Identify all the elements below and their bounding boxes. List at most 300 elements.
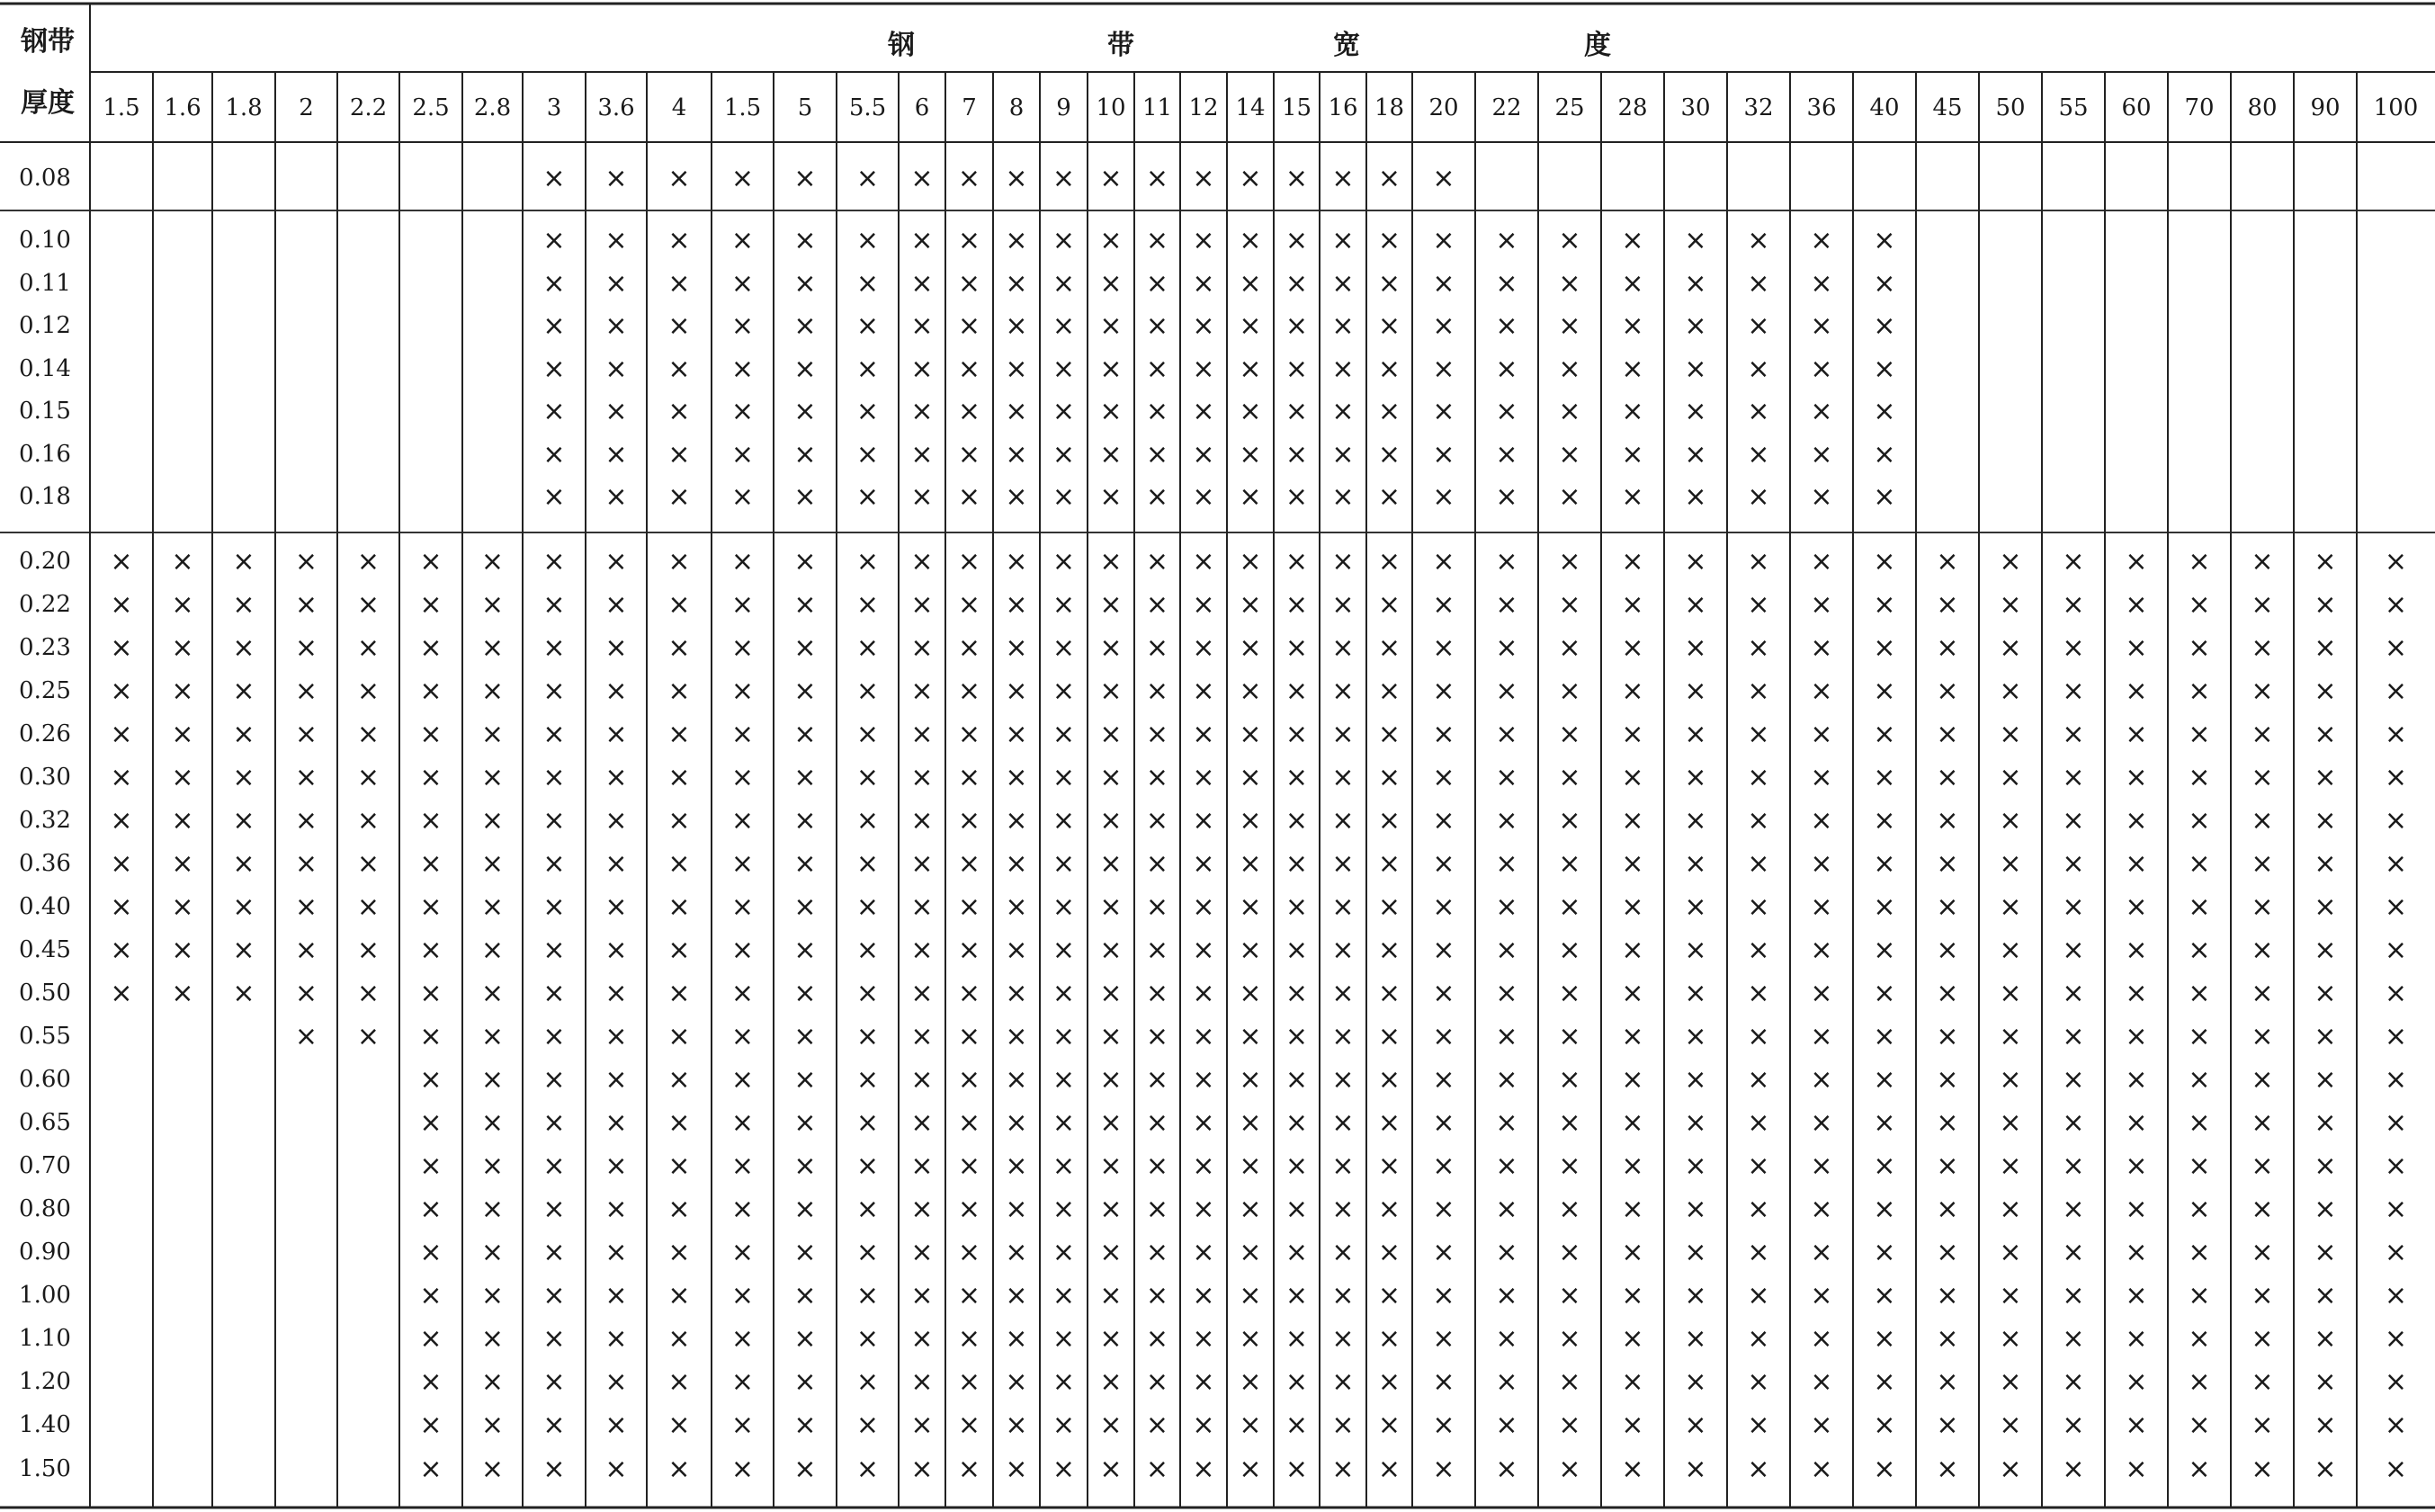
available-mark: ×	[730, 762, 755, 793]
available-mark: ×	[110, 805, 133, 837]
available-mark: ×	[1145, 935, 1169, 966]
available-mark: ×	[1192, 978, 1215, 1009]
available-mark: ×	[1005, 310, 1028, 342]
available-mark: ×	[1936, 632, 1959, 664]
available-mark: ×	[2251, 1237, 2274, 1268]
available-mark: ×	[910, 1150, 934, 1182]
available-mark: ×	[604, 1194, 628, 1225]
available-mark: ×	[1558, 1323, 1581, 1355]
available-mark: ×	[1432, 891, 1455, 923]
available-mark: ×	[1052, 163, 1076, 194]
available-mark: ×	[793, 589, 817, 621]
available-mark: ×	[667, 719, 691, 750]
available-mark: ×	[667, 163, 691, 194]
available-mark: ×	[1192, 1064, 1215, 1096]
available-mark: ×	[2188, 848, 2211, 880]
available-mark: ×	[1936, 1021, 1959, 1052]
available-mark: ×	[1145, 1107, 1169, 1139]
available-mark: ×	[1285, 1366, 1309, 1398]
available-mark: ×	[667, 675, 691, 707]
available-mark: ×	[1052, 353, 1076, 385]
available-mark: ×	[1495, 225, 1518, 256]
available-mark: ×	[855, 1237, 880, 1268]
available-mark: ×	[1331, 632, 1355, 664]
available-mark: ×	[1873, 1021, 1896, 1052]
available-mark: ×	[1558, 1194, 1581, 1225]
available-mark: ×	[2188, 1409, 2211, 1441]
available-mark: ×	[604, 1237, 628, 1268]
available-mark: ×	[542, 163, 566, 194]
available-mark: ×	[2251, 1064, 2274, 1096]
thickness-cell: 0.11	[19, 270, 71, 297]
available-mark: ×	[419, 675, 443, 707]
available-mark: ×	[1285, 935, 1309, 966]
available-mark: ×	[1810, 1454, 1833, 1485]
available-mark: ×	[2314, 978, 2337, 1009]
available-mark: ×	[1621, 675, 1644, 707]
width-header-cell: 25	[1554, 94, 1585, 121]
available-mark: ×	[1621, 1194, 1644, 1225]
available-mark: ×	[604, 1409, 628, 1441]
available-mark: ×	[2384, 1021, 2408, 1052]
available-mark: ×	[1495, 719, 1518, 750]
available-mark: ×	[480, 546, 505, 577]
available-mark: ×	[2314, 1107, 2337, 1139]
available-mark: ×	[1999, 1280, 2022, 1311]
available-mark: ×	[604, 546, 628, 577]
available-mark: ×	[730, 805, 755, 837]
available-mark: ×	[1052, 439, 1076, 470]
available-mark: ×	[1999, 1454, 2022, 1485]
available-mark: ×	[294, 762, 318, 793]
available-mark: ×	[1005, 1409, 1028, 1441]
available-mark: ×	[356, 675, 380, 707]
available-mark: ×	[1239, 481, 1262, 513]
available-mark: ×	[1621, 481, 1644, 513]
width-header-cell: 28	[1617, 94, 1648, 121]
available-mark: ×	[604, 1107, 628, 1139]
available-mark: ×	[793, 396, 817, 427]
available-mark: ×	[1747, 225, 1770, 256]
available-mark: ×	[1145, 1280, 1169, 1311]
available-mark: ×	[480, 632, 505, 664]
available-mark: ×	[667, 439, 691, 470]
available-mark: ×	[667, 353, 691, 385]
available-mark: ×	[419, 805, 443, 837]
available-mark: ×	[1192, 1366, 1215, 1398]
available-mark: ×	[957, 1280, 981, 1311]
available-mark: ×	[910, 762, 934, 793]
available-mark: ×	[232, 891, 255, 923]
available-mark: ×	[793, 1064, 817, 1096]
available-mark: ×	[730, 1064, 755, 1096]
width-header-cell: 11	[1141, 94, 1173, 121]
available-mark: ×	[1936, 1150, 1959, 1182]
available-mark: ×	[1285, 310, 1309, 342]
available-mark: ×	[1684, 1280, 1707, 1311]
table-row	[19, 396, 1896, 427]
available-mark: ×	[1999, 1323, 2022, 1355]
available-mark: ×	[1377, 268, 1401, 300]
available-mark: ×	[419, 1366, 443, 1398]
available-mark: ×	[1810, 353, 1833, 385]
available-mark: ×	[793, 1107, 817, 1139]
available-mark: ×	[2188, 1194, 2211, 1225]
available-mark: ×	[2125, 1107, 2148, 1139]
available-mark: ×	[1005, 632, 1028, 664]
available-mark: ×	[1936, 935, 1959, 966]
available-mark: ×	[2314, 848, 2337, 880]
available-mark: ×	[1495, 1454, 1518, 1485]
available-mark: ×	[1936, 891, 1959, 923]
available-mark: ×	[1747, 632, 1770, 664]
available-mark: ×	[1684, 1107, 1707, 1139]
available-mark: ×	[2062, 1409, 2085, 1441]
available-mark: ×	[1331, 848, 1355, 880]
available-mark: ×	[1145, 353, 1169, 385]
available-mark: ×	[1099, 310, 1123, 342]
available-mark: ×	[1285, 1323, 1309, 1355]
available-mark: ×	[1145, 1323, 1169, 1355]
available-mark: ×	[730, 353, 755, 385]
available-mark: ×	[419, 1280, 443, 1311]
available-mark: ×	[1099, 1409, 1123, 1441]
available-mark: ×	[110, 848, 133, 880]
available-mark: ×	[1145, 310, 1169, 342]
available-mark: ×	[1192, 675, 1215, 707]
available-mark: ×	[1331, 225, 1355, 256]
available-mark: ×	[793, 1323, 817, 1355]
available-mark: ×	[1239, 546, 1262, 577]
available-mark: ×	[910, 439, 934, 470]
available-mark: ×	[1999, 675, 2022, 707]
available-mark: ×	[1747, 935, 1770, 966]
available-mark: ×	[1192, 353, 1215, 385]
available-mark: ×	[1145, 481, 1169, 513]
available-mark: ×	[793, 225, 817, 256]
available-mark: ×	[1810, 546, 1833, 577]
available-mark: ×	[2384, 675, 2408, 707]
width-header-cell: 100	[2373, 94, 2419, 121]
available-mark: ×	[2314, 632, 2337, 664]
available-mark: ×	[110, 632, 133, 664]
available-mark: ×	[1239, 1323, 1262, 1355]
group-header-char-4: 度	[1584, 30, 1611, 61]
available-mark: ×	[957, 1194, 981, 1225]
available-mark: ×	[2062, 805, 2085, 837]
available-mark: ×	[2384, 632, 2408, 664]
available-mark: ×	[2188, 1064, 2211, 1096]
available-mark: ×	[110, 978, 133, 1009]
available-mark: ×	[356, 805, 380, 837]
available-mark: ×	[1495, 848, 1518, 880]
available-mark: ×	[1377, 805, 1401, 837]
available-mark: ×	[2251, 546, 2274, 577]
available-mark: ×	[1999, 978, 2022, 1009]
available-mark: ×	[2314, 1064, 2337, 1096]
available-mark: ×	[480, 1366, 505, 1398]
available-mark: ×	[1873, 353, 1896, 385]
available-mark: ×	[542, 1150, 566, 1182]
available-mark: ×	[1377, 439, 1401, 470]
available-mark: ×	[294, 675, 318, 707]
available-mark: ×	[1005, 891, 1028, 923]
available-mark: ×	[294, 632, 318, 664]
available-mark: ×	[1005, 1366, 1028, 1398]
available-mark: ×	[542, 805, 566, 837]
available-mark: ×	[232, 935, 255, 966]
available-mark: ×	[730, 1323, 755, 1355]
available-mark: ×	[1936, 1454, 1959, 1485]
available-mark: ×	[1432, 632, 1455, 664]
available-mark: ×	[957, 1064, 981, 1096]
available-mark: ×	[855, 1366, 880, 1398]
available-mark: ×	[1285, 589, 1309, 621]
available-mark: ×	[2188, 1237, 2211, 1268]
thickness-cell: 0.23	[19, 634, 71, 661]
available-mark: ×	[1285, 546, 1309, 577]
available-mark: ×	[855, 1064, 880, 1096]
available-mark: ×	[2251, 1454, 2274, 1485]
available-mark: ×	[1052, 978, 1076, 1009]
available-mark: ×	[1810, 1064, 1833, 1096]
available-mark: ×	[1145, 1064, 1169, 1096]
available-mark: ×	[604, 163, 628, 194]
available-mark: ×	[730, 163, 755, 194]
available-mark: ×	[1873, 1064, 1896, 1096]
available-mark: ×	[2314, 1366, 2337, 1398]
available-mark: ×	[1621, 719, 1644, 750]
available-mark: ×	[1052, 1323, 1076, 1355]
available-mark: ×	[1495, 353, 1518, 385]
available-mark: ×	[1684, 1409, 1707, 1441]
available-mark: ×	[793, 1150, 817, 1182]
available-mark: ×	[910, 719, 934, 750]
available-mark: ×	[604, 719, 628, 750]
available-mark: ×	[667, 805, 691, 837]
available-mark: ×	[1377, 891, 1401, 923]
available-mark: ×	[1377, 1409, 1401, 1441]
available-mark: ×	[1377, 1454, 1401, 1485]
available-mark: ×	[2251, 1194, 2274, 1225]
table-row	[19, 225, 1896, 256]
available-mark: ×	[1621, 310, 1644, 342]
available-mark: ×	[2314, 1323, 2337, 1355]
available-mark: ×	[1377, 1237, 1401, 1268]
available-mark: ×	[1377, 353, 1401, 385]
available-mark: ×	[1192, 632, 1215, 664]
available-mark: ×	[1331, 310, 1355, 342]
available-mark: ×	[1052, 1150, 1076, 1182]
thickness-cell: 1.10	[19, 1325, 71, 1352]
available-mark: ×	[910, 935, 934, 966]
available-mark: ×	[1747, 762, 1770, 793]
available-mark: ×	[957, 1237, 981, 1268]
available-mark: ×	[1810, 719, 1833, 750]
available-mark: ×	[1495, 481, 1518, 513]
available-mark: ×	[2188, 589, 2211, 621]
available-mark: ×	[1747, 396, 1770, 427]
available-mark: ×	[910, 396, 934, 427]
available-mark: ×	[1936, 1107, 1959, 1139]
available-mark: ×	[1331, 268, 1355, 300]
available-mark: ×	[1239, 1454, 1262, 1485]
available-mark: ×	[2188, 805, 2211, 837]
available-mark: ×	[232, 675, 255, 707]
available-mark: ×	[1684, 589, 1707, 621]
available-mark: ×	[1239, 978, 1262, 1009]
available-mark: ×	[110, 675, 133, 707]
available-mark: ×	[356, 632, 380, 664]
available-mark: ×	[1192, 1323, 1215, 1355]
available-mark: ×	[2188, 632, 2211, 664]
table-row	[19, 1409, 2407, 1441]
available-mark: ×	[1621, 762, 1644, 793]
available-mark: ×	[1999, 1409, 2022, 1441]
available-mark: ×	[480, 1237, 505, 1268]
width-header-cell: 50	[1995, 94, 2026, 121]
available-mark: ×	[419, 589, 443, 621]
available-mark: ×	[232, 632, 255, 664]
available-mark: ×	[793, 1366, 817, 1398]
available-mark: ×	[1936, 978, 1959, 1009]
available-mark: ×	[1873, 481, 1896, 513]
available-mark: ×	[2384, 1064, 2408, 1096]
available-mark: ×	[1331, 935, 1355, 966]
available-mark: ×	[1873, 439, 1896, 470]
available-mark: ×	[1936, 1280, 1959, 1311]
available-mark: ×	[1432, 353, 1455, 385]
available-mark: ×	[2384, 1409, 2408, 1441]
available-mark: ×	[793, 675, 817, 707]
available-mark: ×	[1558, 589, 1581, 621]
available-mark: ×	[1684, 396, 1707, 427]
corner-header-bottom: 厚度	[21, 87, 75, 119]
available-mark: ×	[855, 1150, 880, 1182]
available-mark: ×	[2062, 891, 2085, 923]
available-mark: ×	[480, 1194, 505, 1225]
table-row	[19, 719, 2407, 750]
available-mark: ×	[232, 762, 255, 793]
available-mark: ×	[1331, 719, 1355, 750]
available-mark: ×	[1432, 546, 1455, 577]
available-mark: ×	[957, 1150, 981, 1182]
available-mark: ×	[855, 396, 880, 427]
available-mark: ×	[1099, 632, 1123, 664]
available-mark: ×	[1810, 268, 1833, 300]
available-mark: ×	[793, 546, 817, 577]
available-mark: ×	[2125, 675, 2148, 707]
available-mark: ×	[1810, 481, 1833, 513]
available-mark: ×	[480, 1064, 505, 1096]
available-mark: ×	[910, 1323, 934, 1355]
available-mark: ×	[1099, 546, 1123, 577]
available-mark: ×	[1558, 396, 1581, 427]
available-mark: ×	[1495, 439, 1518, 470]
available-mark: ×	[855, 805, 880, 837]
available-mark: ×	[667, 1366, 691, 1398]
available-mark: ×	[2125, 1454, 2148, 1485]
available-mark: ×	[2062, 589, 2085, 621]
available-mark: ×	[110, 762, 133, 793]
available-mark: ×	[1377, 632, 1401, 664]
available-mark: ×	[1377, 225, 1401, 256]
available-mark: ×	[1377, 1366, 1401, 1398]
available-mark: ×	[1936, 675, 1959, 707]
available-mark: ×	[667, 481, 691, 513]
thickness-cell: 0.32	[19, 807, 71, 834]
available-mark: ×	[1432, 1280, 1455, 1311]
available-mark: ×	[793, 163, 817, 194]
available-mark: ×	[957, 225, 981, 256]
available-mark: ×	[910, 978, 934, 1009]
available-mark: ×	[730, 1194, 755, 1225]
available-mark: ×	[542, 310, 566, 342]
available-mark: ×	[1099, 1237, 1123, 1268]
available-mark: ×	[1495, 589, 1518, 621]
available-mark: ×	[1099, 481, 1123, 513]
available-mark: ×	[604, 675, 628, 707]
available-mark: ×	[957, 675, 981, 707]
available-mark: ×	[2125, 1021, 2148, 1052]
available-mark: ×	[1621, 1021, 1644, 1052]
available-mark: ×	[1285, 1280, 1309, 1311]
available-mark: ×	[1684, 1021, 1707, 1052]
available-mark: ×	[793, 1194, 817, 1225]
available-mark: ×	[2062, 632, 2085, 664]
available-mark: ×	[419, 719, 443, 750]
available-mark: ×	[1331, 1021, 1355, 1052]
available-mark: ×	[1873, 1366, 1896, 1398]
available-mark: ×	[1432, 1194, 1455, 1225]
available-mark: ×	[2062, 935, 2085, 966]
available-mark: ×	[1432, 1366, 1455, 1398]
table-row	[19, 1454, 2407, 1485]
available-mark: ×	[2062, 848, 2085, 880]
available-mark: ×	[1005, 1280, 1028, 1311]
available-mark: ×	[1810, 1150, 1833, 1182]
available-mark: ×	[1873, 396, 1896, 427]
available-mark: ×	[2125, 1064, 2148, 1096]
available-mark: ×	[604, 353, 628, 385]
available-mark: ×	[730, 1409, 755, 1441]
table-row	[19, 1194, 2407, 1225]
available-mark: ×	[1873, 978, 1896, 1009]
available-mark: ×	[1747, 978, 1770, 1009]
available-mark: ×	[356, 546, 380, 577]
available-mark: ×	[957, 1409, 981, 1441]
available-mark: ×	[1432, 225, 1455, 256]
available-mark: ×	[294, 546, 318, 577]
available-mark: ×	[957, 589, 981, 621]
available-mark: ×	[2062, 1021, 2085, 1052]
available-mark: ×	[480, 978, 505, 1009]
available-mark: ×	[1747, 1194, 1770, 1225]
available-mark: ×	[1558, 1409, 1581, 1441]
available-mark: ×	[957, 1323, 981, 1355]
available-mark: ×	[1432, 762, 1455, 793]
available-mark: ×	[171, 546, 194, 577]
available-mark: ×	[1873, 1454, 1896, 1485]
table-row	[19, 1064, 2407, 1096]
available-mark: ×	[480, 1280, 505, 1311]
available-mark: ×	[2188, 719, 2211, 750]
available-mark: ×	[1747, 1237, 1770, 1268]
available-mark: ×	[1331, 481, 1355, 513]
available-mark: ×	[730, 1454, 755, 1485]
available-mark: ×	[793, 1237, 817, 1268]
available-mark: ×	[171, 935, 194, 966]
